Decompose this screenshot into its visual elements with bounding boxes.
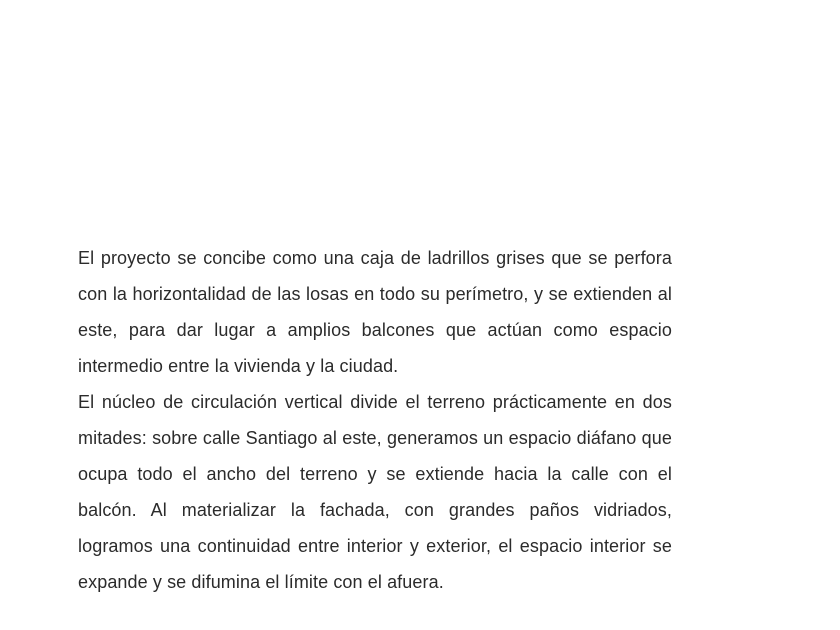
paragraph-1: El proyecto se concibe como una caja de ladrillos grises que se perfora con la horizontalidad de las losas en todo su perímetro, y se extienden al este, para dar lugar a amplios balcones que actúan como espacio intermedio entre la vivienda y la ciudad. bbox=[78, 248, 672, 376]
paragraph-2: El núcleo de circulación vertical divide el terreno prácticamente en dos mitades: sobre calle Santiago al este, generamos un espacio diáfano que ocupa todo el ancho del terreno y se extiende hacia la calle con el balcón. Al materializar la fachada, con grandes paños vidriados, logramos una continuidad entre interior y exterior, el espacio interior se expande y se difumina el límite con el afuera. bbox=[78, 392, 672, 592]
body-text bbox=[78, 240, 672, 600]
